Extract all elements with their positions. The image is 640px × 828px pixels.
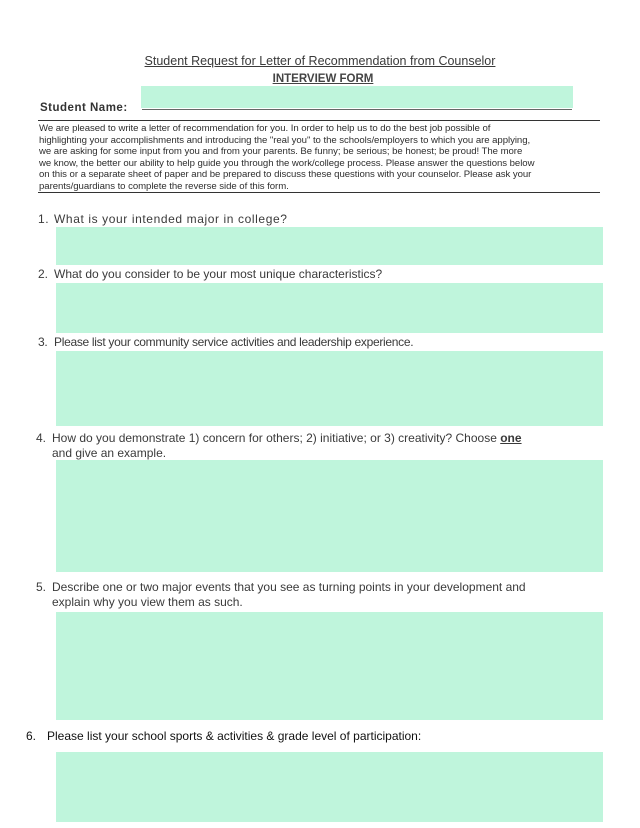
- question-number: 1.: [38, 212, 50, 226]
- question-text-continued: and give an example.: [52, 445, 167, 460]
- answer-field-3[interactable]: [56, 351, 603, 426]
- question-text: How do you demonstrate 1) concern for others; 2) initiative; or 3) creativity? Choose: [52, 431, 501, 445]
- question-number: 2.: [38, 267, 49, 281]
- student-name-label: Student Name:: [40, 102, 128, 114]
- intro-bottom-rule: [38, 192, 600, 193]
- question-emphasis: one: [500, 431, 522, 445]
- answer-field-4[interactable]: [56, 460, 603, 572]
- question-number: 4.: [36, 431, 47, 445]
- student-name-underline: [142, 109, 572, 110]
- answer-field-5[interactable]: [56, 612, 603, 720]
- intro-line: on this or a separate sheet of paper and be prepared to discuss these questions with your counselor. Please ask your: [39, 169, 532, 181]
- question-number: 6.: [26, 729, 37, 743]
- intro-line: we are asking for some input from you and from your parents. Be funny; be serious; be honest; be proud! The more: [39, 146, 523, 158]
- answer-field-1[interactable]: [56, 227, 603, 265]
- question-5: [36, 580, 616, 609]
- intro-line: parents/guardians to complete the reverse side of this form.: [39, 180, 289, 192]
- form-subtitle: INTERVIEW FORM: [272, 73, 374, 85]
- question-text: Please list your school sports & activities & grade level of participation:: [47, 729, 422, 743]
- question-3: [38, 335, 413, 350]
- question-1: [38, 212, 288, 227]
- question-text: What do you consider to be your most unique characteristics?: [54, 267, 383, 281]
- form-title: Student Request for Letter of Recommendation from Counselor: [144, 54, 496, 68]
- intro-line: highlighting your accomplishments and introducing the "real you" to the schools/employers to which you are applying,: [39, 134, 531, 146]
- answer-field-6[interactable]: [56, 752, 603, 822]
- question-number: 5.: [36, 580, 47, 594]
- question-text: Please list your community service activities and leadership experience.: [54, 335, 414, 349]
- intro-line: we know, the better our ability to help guide you through the work/college process. Please answer the questions below: [39, 157, 535, 169]
- question-text: What is your intended major in college?: [54, 212, 288, 226]
- question-2: [38, 267, 382, 282]
- question-text-continued: explain why you view them as such.: [52, 594, 243, 609]
- question-text: Describe one or two major events that you see as turning points in your development and: [52, 580, 526, 594]
- answer-field-2[interactable]: [56, 283, 603, 333]
- question-number: 3.: [38, 335, 48, 349]
- question-4: [36, 431, 616, 460]
- intro-top-rule: [38, 120, 600, 121]
- student-name-field[interactable]: [141, 86, 573, 108]
- question-6: [26, 729, 421, 744]
- intro-line: We are pleased to write a letter of recommendation for you. In order to help us to do the best job possible of: [39, 123, 491, 134]
- intro-paragraph: [39, 123, 601, 193]
